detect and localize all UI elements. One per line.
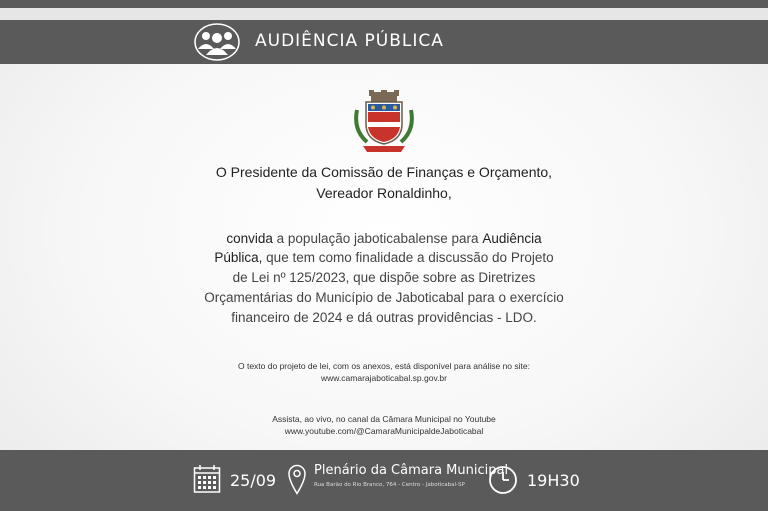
project-info-link[interactable]: www.camarajaboticabal.sp.gov.br bbox=[321, 373, 447, 383]
body-text-2: que tem como finalidade a discussão do Projeto bbox=[262, 250, 554, 265]
youtube-info-text: Assista, ao vivo, no canal da Câmara Municipal no Youtube bbox=[272, 414, 496, 424]
event-time: 19H30 bbox=[527, 471, 580, 490]
bold-publica: Pública, bbox=[214, 250, 263, 265]
bold-convida: convida bbox=[226, 231, 273, 246]
body-line-5: financeiro de 2024 e dá outras providências - LDO. bbox=[231, 310, 537, 325]
location-address: Rua Barão do Rio Branco, 764 - Centro - Jaboticabal-SP bbox=[314, 482, 465, 488]
body-line-1 bbox=[0, 231, 768, 246]
page-title: AUDIÊNCIA PÚBLICA bbox=[255, 31, 444, 51]
location-name: Plenário da Câmara Municipal bbox=[314, 463, 509, 478]
project-info-text: O texto do projeto de lei, com os anexos, está disponível para análise no site: bbox=[237, 361, 530, 371]
body-line-2 bbox=[0, 250, 768, 265]
youtube-link[interactable]: www.youtube.com/@CamaraMunicipaldeJaboticabal bbox=[284, 426, 484, 436]
people-group-icon bbox=[193, 22, 241, 62]
calendar-icon bbox=[193, 464, 221, 494]
bold-audiencia: Audiência bbox=[482, 231, 542, 246]
body-text-1: a população jaboticabalense para bbox=[272, 231, 483, 246]
lead-line-2: Vereador Ronaldinho, bbox=[316, 185, 452, 201]
header-bar bbox=[0, 20, 768, 64]
lead-line-1: O Presidente da Comissão de Finanças e Orçamento, bbox=[215, 164, 553, 180]
top-strip bbox=[0, 0, 768, 8]
location-pin-icon bbox=[287, 464, 307, 496]
footer-bar bbox=[0, 450, 768, 511]
body-line-3: de Lei nº 125/2023, que dispõe sobre as Diretrizes bbox=[232, 270, 536, 285]
body-line-4: Orçamentárias do Município de Jaboticabal para o exercício bbox=[204, 290, 564, 305]
event-date: 25/09 bbox=[230, 471, 277, 490]
municipal-coat-of-arms bbox=[349, 90, 419, 158]
clock-icon bbox=[488, 465, 518, 495]
top-gap bbox=[0, 8, 768, 20]
